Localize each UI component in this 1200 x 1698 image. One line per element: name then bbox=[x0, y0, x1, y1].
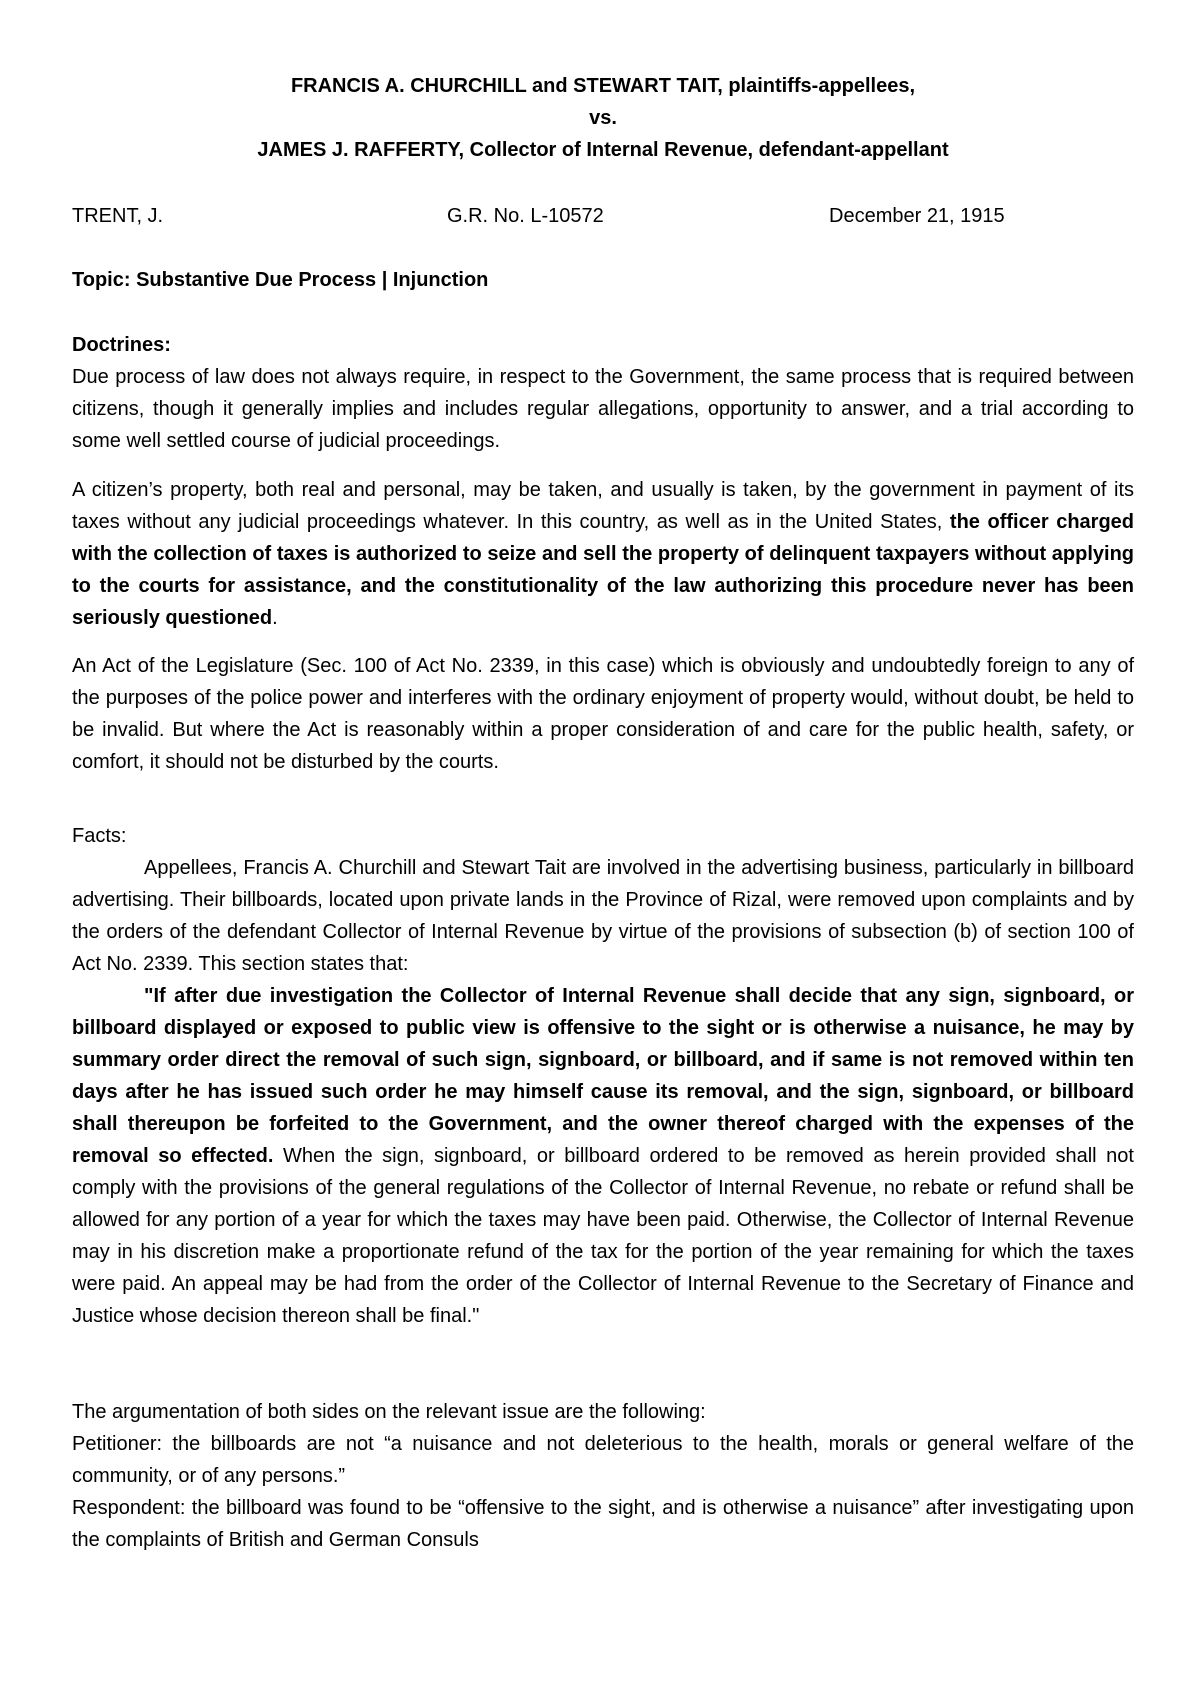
statute-quote-text: When the sign, signboard, or billboard ordered to be removed as herein provided shall not comply with the provisions of the general regulations of the Collector of Internal Revenue, no rebate or refund shall be allowed for any portion of a year for which the taxes may have been paid. Otherwise, the Collector of Internal Revenue may in his discretion make a proportionate refund of the tax for the portion of the year remaining for which the taxes were paid. An appeal may be had from the order of the Collector of Internal Revenue to the Secretary of Finance and Justice whose decision thereon shall be final." bbox=[72, 1145, 1134, 1327]
decision-date: December 21, 1915 bbox=[829, 205, 1005, 227]
ponente: TRENT, J. bbox=[72, 205, 164, 227]
respondent-argument: Respondent: the billboard was found to be “offensive to the sight, and is otherwise a nuisance” after investigating upon the complaints of British and German Consuls bbox=[72, 1497, 1134, 1551]
petitioner-argument: Petitioner: the billboards are not “a nuisance and not deleterious to the health, morals or general welfare of the community, or of any persons.” bbox=[72, 1433, 1134, 1487]
facts-heading: Facts: bbox=[72, 825, 127, 847]
doctrines-heading: Doctrines: bbox=[72, 334, 171, 356]
caption-parties-appellant: JAMES J. RAFFERTY, Collector of Internal Revenue, defendant-appellant bbox=[257, 139, 949, 161]
case-info-row bbox=[72, 200, 1134, 232]
caption-versus: vs. bbox=[589, 107, 617, 129]
statute-quote-emphasis: "If after due investigation the Collector of Internal Revenue shall decide that any sign, signboard, or billboard displayed or exposed to public view is offensive to the sight or is otherwise a nuisance, he may by summary order direct the removal of such sign, signboard, or billboard, and if same is not removed within ten days after he has issued such order he may himself cause its removal, and the sign, signboard, or billboard shall thereupon be forfeited to the Government, and the owner thereof charged with the expenses of the removal so effected. bbox=[72, 985, 1134, 1167]
doctrine-paragraph-1: Due process of law does not always require, in respect to the Government, the same process that is required between citizens, though it generally implies and includes regular allegations, opportunity to answer, and a trial according to some well settled course of judicial proceedings. bbox=[72, 366, 1134, 452]
doctrine-paragraph-3: An Act of the Legislature (Sec. 100 of Act No. 2339, in this case) which is obviously and undoubtedly foreign to any of the purposes of the police power and interferes with the ordinary enjoyment of property would, without doubt, be held to be invalid. But where the Act is reasonably within a proper consideration of and care for the public health, safety, or comfort, it should not be disturbed by the courts. bbox=[72, 655, 1134, 773]
arguments-intro: The argumentation of both sides on the relevant issue are the following: bbox=[72, 1401, 706, 1423]
statute-quote bbox=[72, 980, 1134, 1332]
doctrine-2-emphasis: the officer charged with the collection of taxes is authorized to seize and sell the property of delinquent taxpayers without applying to the courts for assistance, and the constitutionality of the law authorizing this procedure never has been seriously questioned bbox=[72, 511, 1134, 629]
case-caption bbox=[72, 70, 1134, 166]
caption-parties-appellees: FRANCIS A. CHURCHILL and STEWART TAIT, plaintiffs-appellees, bbox=[290, 75, 916, 97]
facts-paragraph: Appellees, Francis A. Churchill and Stewart Tait are involved in the advertising business, particularly in billboard advertising. Their billboards, located upon private lands in the Province of Rizal, were removed upon complaints and by the orders of the defendant Collector of Internal Revenue by virtue of the provisions of subsection (b) of section 100 of Act No. 2339. This section states that: bbox=[72, 857, 1134, 975]
doctrine-2-text: A citizen’s property, both real and personal, may be taken, and usually is taken, by the government in payment of its taxes without any judicial proceedings whatever. In this country, as well as in the United States, bbox=[72, 479, 1134, 533]
doctrine-2-end: . bbox=[272, 607, 278, 629]
gr-number: G.R. No. L-10572 bbox=[447, 205, 604, 227]
doctrine-paragraph-2 bbox=[72, 474, 1134, 634]
topic-line: Topic: Substantive Due Process | Injunction bbox=[72, 269, 489, 291]
